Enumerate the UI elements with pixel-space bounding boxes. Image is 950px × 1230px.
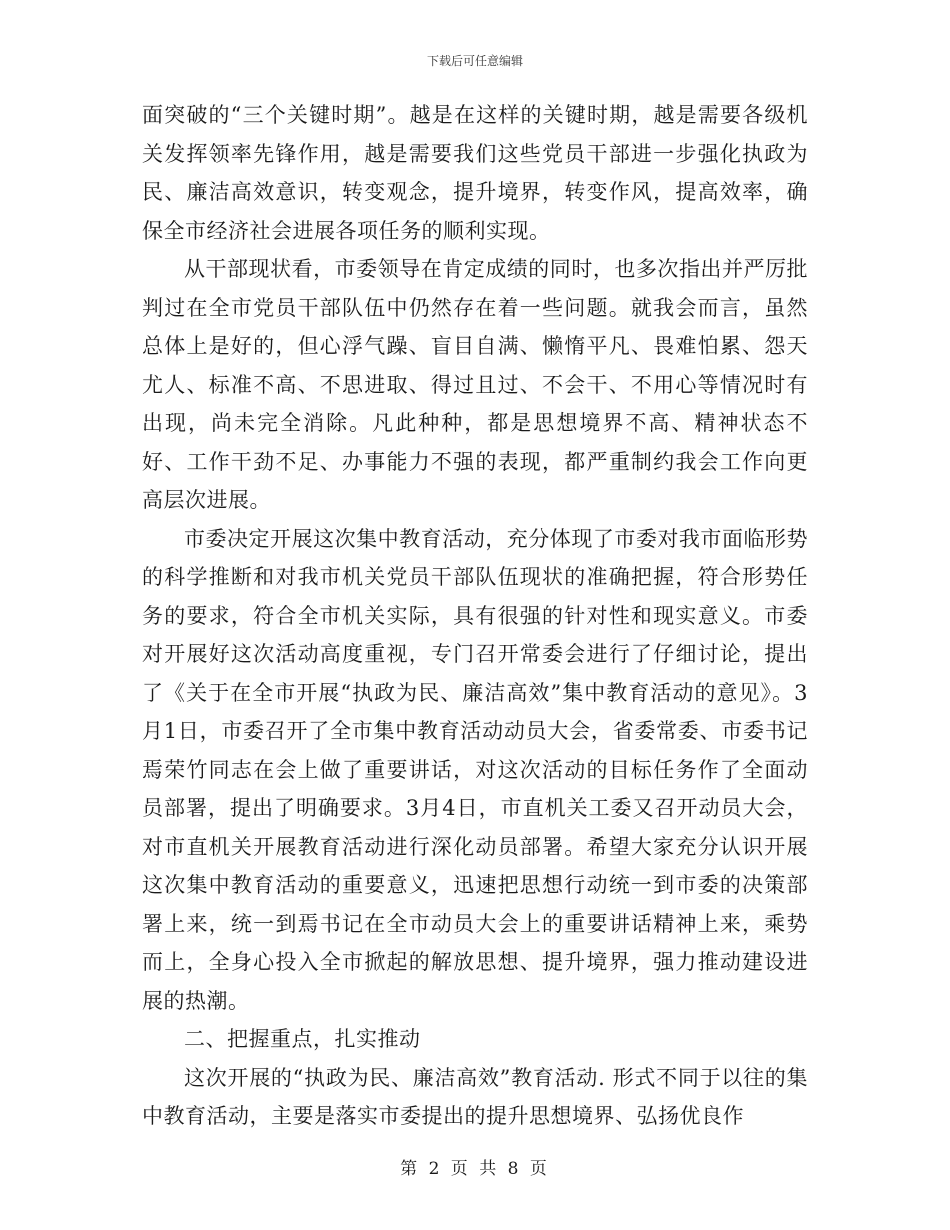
- paragraph-3: 市委决定开展这次集中教育活动，充分体现了市委对我市面临形势的科学推断和对我市机关党员干部队伍现状的准确把握，符合形势任务的要求，符合全市机关实际，具有很强的针对性和现实意义。市委对开展好这次活动高度重视，专门召开常委会进行了仔细讨论，提出了《关于在全市开展“执政为民、廉洁高效”集中教育活动的意见》。3月1日，市委召开了全市集中教育活动动员大会，省委常委、市委书记焉荣竹同志在会上做了重要讲话，对这次活动的目标任务作了全面动员部署，提出了明确要求。3月4日，市直机关工委又召开动员大会，对市直机关开展教育活动进行深化动员部署。希望大家充分认识开展这次集中教育活动的重要意义，迅速把思想行动统一到市委的决策部署上来，统一到焉书记在全市动员大会上的重要讲话精神上来，乘势而上，全身心投入全市掀起的解放思想、提升境界，强力推动建设进展的热潮。: [142, 526, 808, 1013]
- paragraph-4: 这次开展的“执政为民、廉洁高效”教育活动. 形式不同于以往的集中教育活动，主要是落实市委提出的提升思想境界、弘扬优良作: [142, 1065, 808, 1128]
- paragraph-2: 从干部现状看，市委领导在肯定成绩的同时，也多次指出并严厉批判过在全市党员干部队伍中仍然存在着一些问题。就我会而言，虽然总体上是好的，但心浮气躁、盲目自满、懒惰平凡、畏难怕累、怨天尤人、标准不高、不思进取、得过且过、不会干、不用心等情况时有出现，尚未完全消除。凡此种种，都是思想境界不高、精神状态不好、工作干劲不足、办事能力不强的表现，都严重制约我会工作向更高层次进展。: [142, 257, 808, 512]
- page-number: 第 2 页 共 8 页: [400, 1159, 550, 1179]
- page-header-note: 下载后可任意编辑: [426, 54, 523, 68]
- section-heading: 二、把握重点，扎实推动: [184, 1027, 421, 1051]
- document-body: [142, 96, 808, 1136]
- paragraph-1: 面突破的“三个关键时期”。越是在这样的关键时期，越是需要各级机关发挥领率先锋作用，越是需要我们这些党员干部进一步强化执政为民、廉洁高效意识，转变观念，提升境界，转变作风，提高效率，确保全市经济社会进展各项任务的顺利实现。: [142, 103, 808, 243]
